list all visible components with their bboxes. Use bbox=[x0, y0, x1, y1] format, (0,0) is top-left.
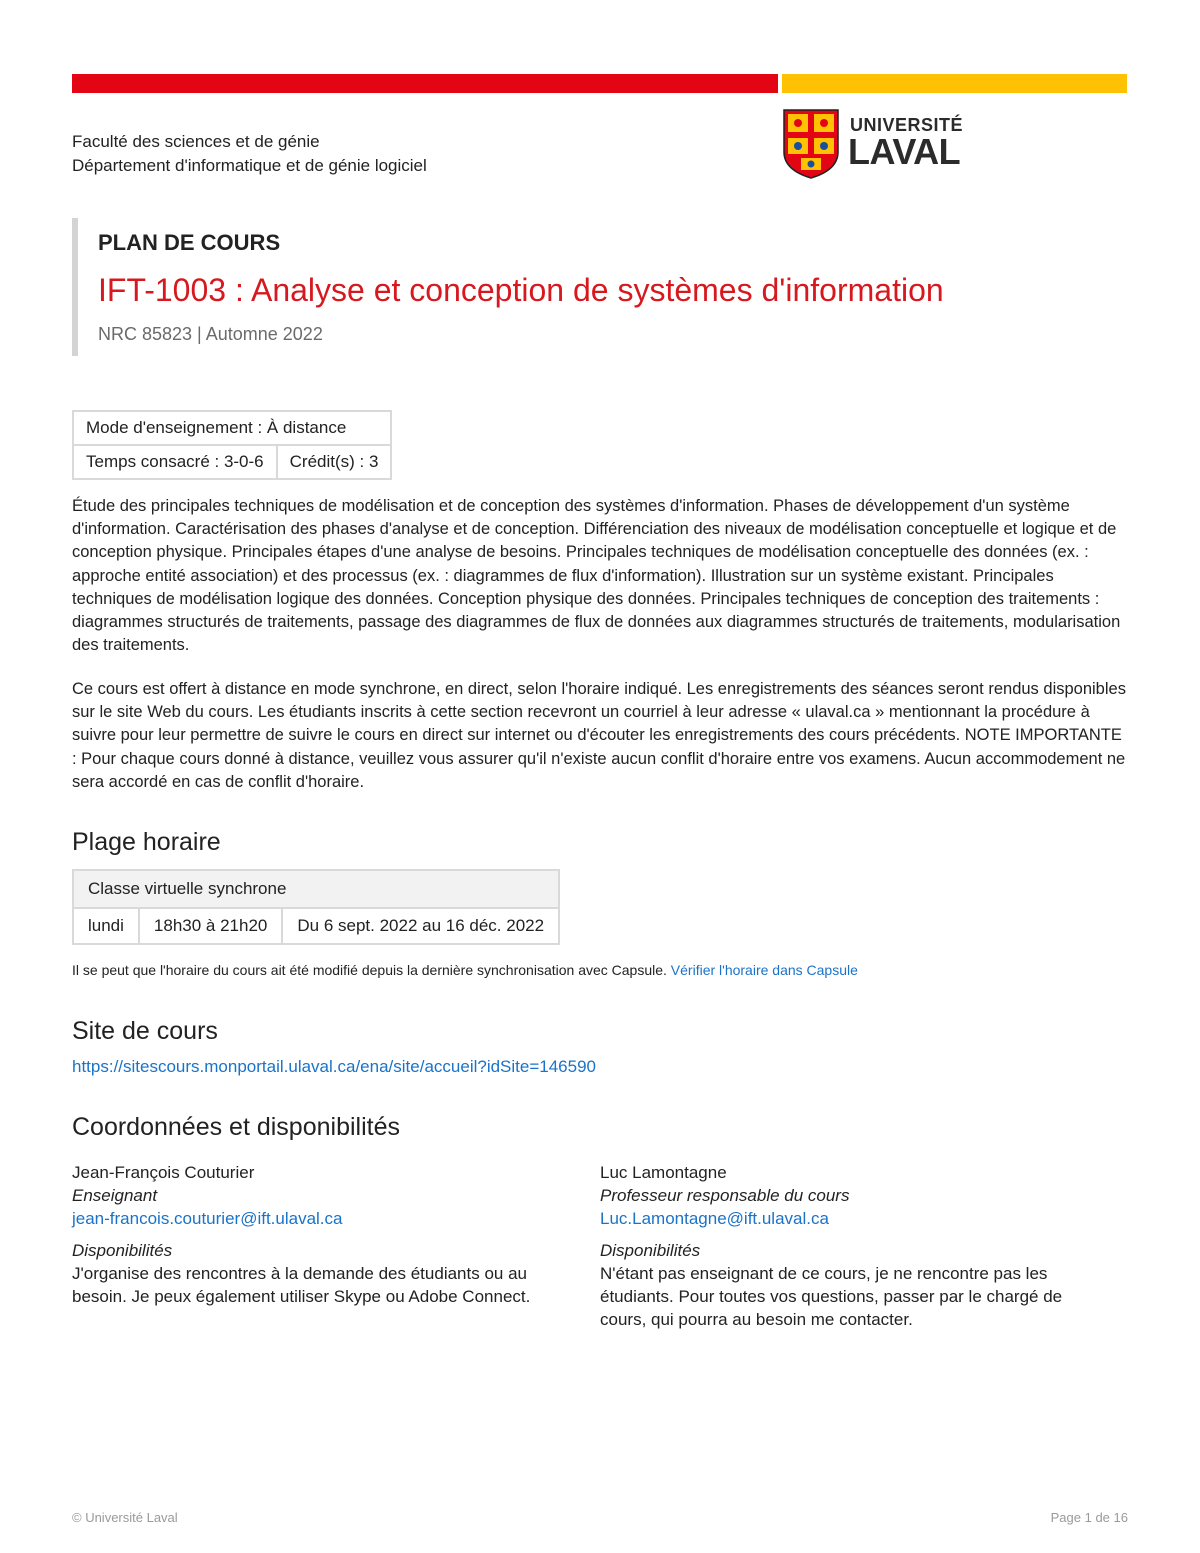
logo-university-text: UNIVERSITÉ bbox=[850, 115, 964, 135]
course-title: IFT-1003 : Analyse et conception de systèmes d'information bbox=[98, 272, 944, 308]
schedule-hours: 18h30 à 21h20 bbox=[139, 908, 282, 944]
availability-text: N'étant pas enseignant de ce cours, je ne rencontre pas les étudiants. Pour toutes vos questions, passer par le chargé de cours, qui pourra au besoin me contacter. bbox=[600, 1264, 1063, 1329]
schedule-day: lundi bbox=[73, 908, 139, 944]
contact-email-link[interactable]: jean-francois.couturier@ift.ulaval.ca bbox=[72, 1209, 343, 1228]
course-title-block bbox=[72, 218, 1072, 356]
footer-page-number: Page 1 de 16 bbox=[1050, 1510, 1128, 1525]
course-nrc: NRC 85823 | Automne 2022 bbox=[98, 324, 323, 344]
course-site-link[interactable]: https://sitescours.monportail.ulaval.ca/ena/site/accueil?idSite=146590 bbox=[72, 1057, 597, 1076]
availability-label: Disponibilités bbox=[600, 1241, 701, 1260]
time-allocation: Temps consacré : 3-0-6 bbox=[73, 445, 277, 479]
contact-role: Enseignant bbox=[72, 1186, 158, 1205]
contact-card bbox=[600, 1161, 1080, 1331]
faculty-name: Faculté des sciences et de génie bbox=[72, 132, 320, 151]
schedule-note-text: Il se peut que l'horaire du cours ait été modifié depuis la dernière synchronisation avec Capsule. bbox=[72, 962, 667, 978]
schedule-note bbox=[72, 962, 858, 978]
contact-name: Luc Lamontagne bbox=[600, 1163, 727, 1182]
schedule-type: Classe virtuelle synchrone bbox=[73, 870, 559, 908]
contact-name: Jean-François Couturier bbox=[72, 1163, 255, 1182]
footer-copyright: © Université Laval bbox=[72, 1510, 178, 1525]
schedule-dates: Du 6 sept. 2022 au 16 déc. 2022 bbox=[282, 908, 559, 944]
contact-email-link[interactable]: Luc.Lamontagne@ift.ulaval.ca bbox=[600, 1209, 829, 1228]
verify-schedule-link[interactable]: Vérifier l'horaire dans Capsule bbox=[670, 962, 858, 978]
teaching-mode: Mode d'enseignement : À distance bbox=[73, 411, 391, 445]
shield-icon bbox=[782, 108, 840, 180]
availability-label: Disponibilités bbox=[72, 1241, 173, 1260]
university-logo bbox=[782, 108, 962, 182]
header-red-bar bbox=[72, 74, 778, 93]
course-info-table bbox=[72, 410, 392, 480]
contact-role: Professeur responsable du cours bbox=[600, 1186, 850, 1205]
faculty-info bbox=[72, 130, 427, 178]
schedule-heading: Plage horaire bbox=[72, 828, 221, 856]
plan-label: PLAN DE COURS bbox=[98, 230, 281, 255]
department-name: Département d'informatique et de génie logiciel bbox=[72, 156, 427, 175]
contact-card bbox=[72, 1161, 552, 1308]
credits: Crédit(s) : 3 bbox=[277, 445, 392, 479]
schedule-table bbox=[72, 869, 560, 945]
course-site-heading: Site de cours bbox=[72, 1017, 218, 1045]
availability-text: J'organise des rencontres à la demande des étudiants ou au besoin. Je peux également utiliser Skype ou Adobe Connect. bbox=[72, 1264, 531, 1306]
logo-laval-text: LAVAL bbox=[848, 131, 961, 172]
header-yellow-bar bbox=[782, 74, 1127, 93]
contacts-heading: Coordonnées et disponibilités bbox=[72, 1113, 400, 1141]
course-description: Étude des principales techniques de modélisation et de conception des systèmes d'information. Phases de développement d'un système d'information. Caractérisation des phases d'analyse et de conception. Différenciation des niveaux de modélisation conceptuelle et logique et de conception physique. Principales étapes d'une analyse de besoins. Principales techniques de modélisation conceptuelle des données (ex. : approche entité association) et des processus (ex. : diagrammes de flux d'information). Illustration sur un système existant. Principales techniques de modélisation logique des données. Conception physique des données. Principales techniques de conception des traitements : diagrammes structurés de traitements, passage des diagrammes de flux de données aux diagrammes structurés de traitements, modularisation des traitements. bbox=[72, 497, 1121, 655]
delivery-description: Ce cours est offert à distance en mode synchrone, en direct, selon l'horaire indiqué. Les enregistrements des séances seront rendus disponibles sur le site Web du cours. Les étudiants inscrits à cette section recevront un courriel à leur adresse « ulaval.ca » mentionnant la procédure à suivre pour leur permettre de suivre le cours en direct sur internet ou d'écouter les enregistrements des cours précédents. NOTE IMPORTANTE : Pour chaque cours donné à distance, veuillez vous assurer qu'il n'existe aucun conflit d'horaire entre vos examens. Aucun accommodement ne sera accordé en cas de conflit d'horaire. bbox=[72, 680, 1126, 791]
